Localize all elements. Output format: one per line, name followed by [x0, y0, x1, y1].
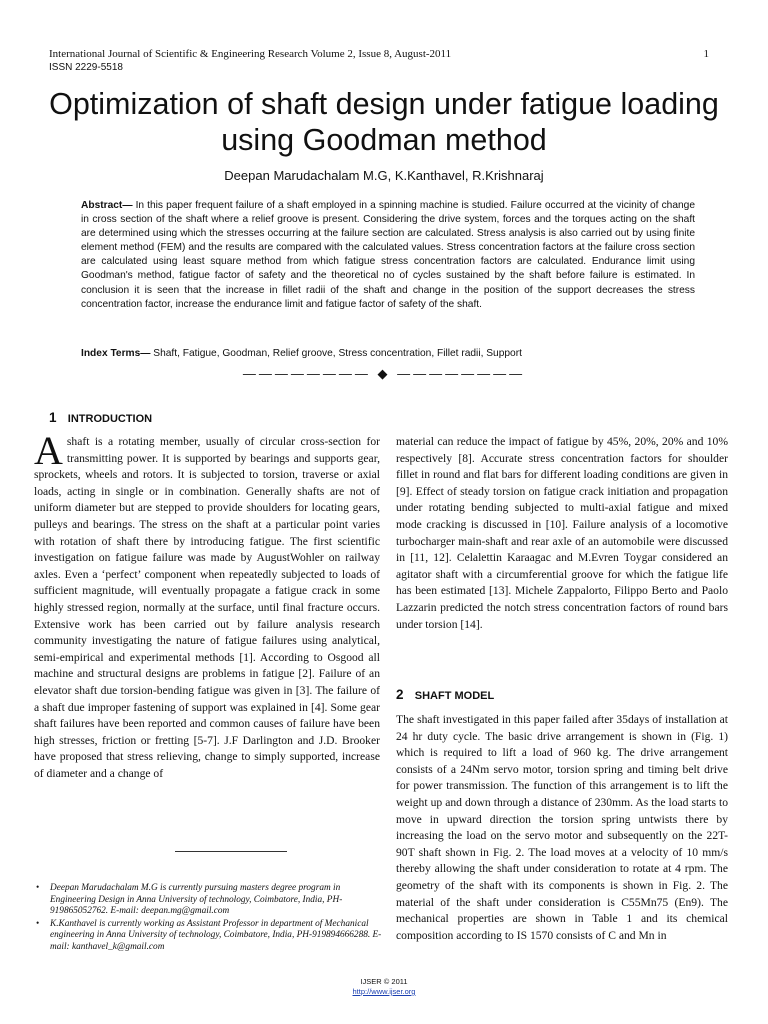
index-terms-text: Shaft, Fatigue, Goodman, Relief groove, Stress concentration, Fillet radii, Support — [150, 348, 522, 359]
drop-cap: A — [34, 428, 63, 473]
bullet-icon: • — [36, 918, 40, 929]
index-terms — [81, 347, 695, 361]
bullet-icon: • — [36, 883, 40, 893]
journal-header — [49, 48, 709, 74]
section-divider: ———————— ◆ ———————— — [242, 366, 526, 381]
page-footer — [0, 977, 768, 997]
page-number: 1 — [703, 48, 709, 60]
abstract-text: In this paper frequent failure of a shaft employed in a spinning machine is studied. Failure occurred at the vicinity of change in cross section of the shaft where a relief groove is present. Considering the drive system, forces and the torques acting on the shaft are determined using which the stresses occurring at the failure section are calculated. Stress analysis is also carried out by using finite element method (FEM) and the results are compared with the calculated values. Stress concentration factors at the failure cross section are calculated using least square method from which fatigue stress concentration factors are calculated. Endurance limit using Goodman's method, fatigue factor of safety and the theoretical no of cycles sustained by the shaft before failure is estimated. In conclusion it is seen that the increase in fillet radii of the shaft and change in the position of the support decreases the stress concentration factor, increase the endurance limit and fatigue factor of safety of the shaft. — [81, 200, 695, 310]
introduction-text-left: shaft is a rotating member, usually of circular cross-section for transmitting power. It is supported by bearings and supports gear, sprockets, wheels and rotors. It is subjected to torsion, traverse or axial loads, acting in single or in combination. Generally shafts are not of uniform diameter but are stepped to provide shoulders for locating gears, pulleys and bearings. The stress on the shaft at a particular point varies with rotation of shaft there by introducing fatigue. The first scientific investigation on fatigue failure was made by AugustWohler on railway axles. Even a ‘perfect’ component when repeatedly subjected to loads of sufficient magnitude, will eventually propagate a fatigue crack in some highly stressed region, normally at the surface, until final fracture occurs. Extensive work has been carried out by failure analysis research community investigating the nature of fatigue failures using analytical, semi-empirical and experimental methods [1]. According to Osgood all machine and structural designs are problems in fatigue [2]. Failure of an elevator shaft due torsion-bending fatigue was given in [3]. The failure of a shaft due improper fastening of support was explained in [4]. Some gear shaft failures have been reported and common causes of failure have been high stresses, friction or fretting [5-7]. J.F Darlington and J.D. Brooker have proposed that stress relieving, change to simply supported, increase of diameter and a change of — [34, 435, 380, 780]
left-column — [34, 428, 380, 782]
shaft-model-column — [396, 712, 728, 944]
footnote-item — [34, 919, 384, 954]
author-footnotes — [34, 883, 384, 954]
section-heading-shaft-model — [396, 687, 494, 702]
section-number: 1 — [49, 410, 57, 425]
section-heading-introduction — [49, 410, 152, 425]
copyright: IJSER © 2011 — [360, 977, 408, 986]
issn: ISSN 2229-5518 — [49, 62, 123, 73]
journal-title: International Journal of Scientific & Engineering Research Volume 2, Issue 8, August-2011 — [49, 48, 452, 60]
section-title: SHAFT MODEL — [414, 690, 495, 702]
introduction-paragraph — [34, 428, 380, 782]
footnote-item — [34, 883, 384, 918]
shaft-model-text: The shaft investigated in this paper failed after 35days of installation at 24 hr duty cycle. The basic drive arrangement is shown in (Fig. 1) which is required to lift a load of 960 kg. The drive arrangement consists of a 24Nm servo motor, torsion spring and timing belt drive for power transmission. The function of this arrangement is to lift the weight up and down through a distance of 230mm. As the load starts to move in upward direction the torsion spring untwists there by increasing the load on the servo motor and subsequently on the 22T-90T shaft shown in Fig. 2. The load moves at a velocity of 10 mm/s thereby allowing the shaft under consideration to rotate at 4 rpm. The geometry of the shaft with its components is shown in Fig. 2. The material of the shaft under consideration is C55Mn75 (En9). The mechanical properties are shown in Table 1 and its chemical composition according to IS 1570 consists of C and Mn in — [396, 713, 728, 942]
footnote-text: Deepan Marudachalam M.G is currently pursuing masters degree program in Engineering Design in Anna University of technology, Coimbatore, India, PH-919865052762. E-mail: deepan.mg@gmail.com — [50, 883, 343, 916]
index-terms-label: Index Terms— — [81, 348, 151, 359]
paper-title: Optimization of shaft design under fatigue loading using Goodman method — [49, 87, 719, 157]
author-list: Deepan Marudachalam M.G, K.Kanthavel, R.Krishnaraj — [224, 168, 544, 183]
abstract — [81, 199, 695, 312]
introduction-text-right: material can reduce the impact of fatigue by 45%, 20%, 20% and 10% respectively [8]. Accurate stress concentration factors for shoulder fillet in round and flat bars for different loading conditions are given in [9]. Effect of steady torsion on fatigue crack initiation and propagation under rotating bending subjected to multi-axial fatigue and mixed mode cracking is discussed in [10]. Failure analysis of a locomotive turbocharger main-shaft and rear axle of an automobile were discussed in [11, 12]. Celalettin Karaagac and M.Evren Toygar considered an agitator shaft with a circumferential groove for which the fatigue life has been estimated [13]. Michele Zappalorto, Filippo Berto and Paolo Lazzarin predicted the notch stress concentration factors of round bars under torsion [14]. — [396, 435, 728, 631]
footnote-text: K.Kanthavel is currently working as Assistant Professor in department of Mechanical engineering in Anna University of technology, Coimbatore, India, PH-919894666288. E-mail: kanthavel_k@gmail.com — [50, 918, 382, 952]
abstract-label: Abstract— — [81, 200, 133, 211]
right-column — [396, 434, 728, 633]
section-title: INTRODUCTION — [67, 413, 153, 425]
footnote-rule — [175, 851, 287, 852]
journal-link[interactable]: http://www.ijser.org — [352, 987, 416, 996]
section-number: 2 — [396, 687, 404, 702]
